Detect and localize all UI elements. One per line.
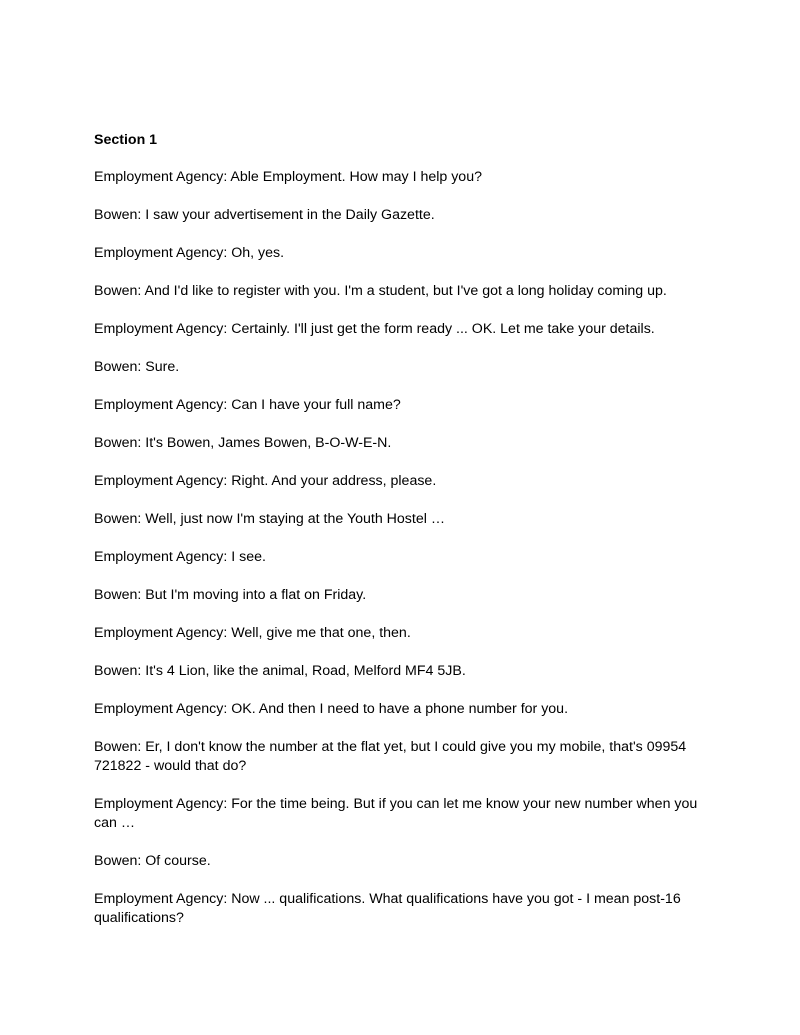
dialogue-line: Bowen: Of course.: [94, 853, 211, 869]
dialogue-line: Employment Agency: Well, give me that one, then.: [94, 625, 411, 641]
dialogue-line: Bowen: Sure.: [94, 359, 180, 375]
dialogue-line: Bowen: It's 4 Lion, like the animal, Road, Melford MF4 5JB.: [94, 663, 466, 679]
dialogue-line: Bowen: And I'd like to register with you. I'm a student, but I've got a long holiday coming up.: [94, 283, 667, 299]
dialogue-line: Employment Agency: OK. And then I need to have a phone number for you.: [94, 701, 569, 717]
dialogue-line: Bowen: I saw your advertisement in the Daily Gazette.: [94, 207, 435, 223]
dialogue-line: Bowen: Er, I don't know the number at the flat yet, but I could give you my mobile, that's 09954 721822 - would that do?: [94, 739, 687, 774]
dialogue-line: Bowen: Well, just now I'm staying at the Youth Hostel …: [94, 511, 446, 527]
dialogue-line: Employment Agency: Now ... qualifications. What qualifications have you got - I mean post-16 qualifications?: [94, 891, 681, 926]
section-title: Section 1: [94, 132, 158, 148]
dialogue-line: Bowen: But I'm moving into a flat on Friday.: [94, 587, 367, 603]
dialogue-line: Employment Agency: Able Employment. How may I help you?: [94, 169, 482, 185]
dialogue-line: Employment Agency: For the time being. But if you can let me know your new number when you can …: [94, 796, 698, 831]
document-page: [94, 130, 714, 947]
dialogue-line: Bowen: It's Bowen, James Bowen, B-O-W-E-N.: [94, 435, 392, 451]
dialogue-line: Employment Agency: Certainly. I'll just get the form ready ... OK. Let me take your details.: [94, 321, 655, 337]
dialogue-line: Employment Agency: I see.: [94, 549, 266, 565]
dialogue-line: Employment Agency: Oh, yes.: [94, 245, 285, 261]
dialogue-line: Employment Agency: Right. And your address, please.: [94, 473, 437, 489]
dialogue-line: Employment Agency: Can I have your full name?: [94, 397, 401, 413]
